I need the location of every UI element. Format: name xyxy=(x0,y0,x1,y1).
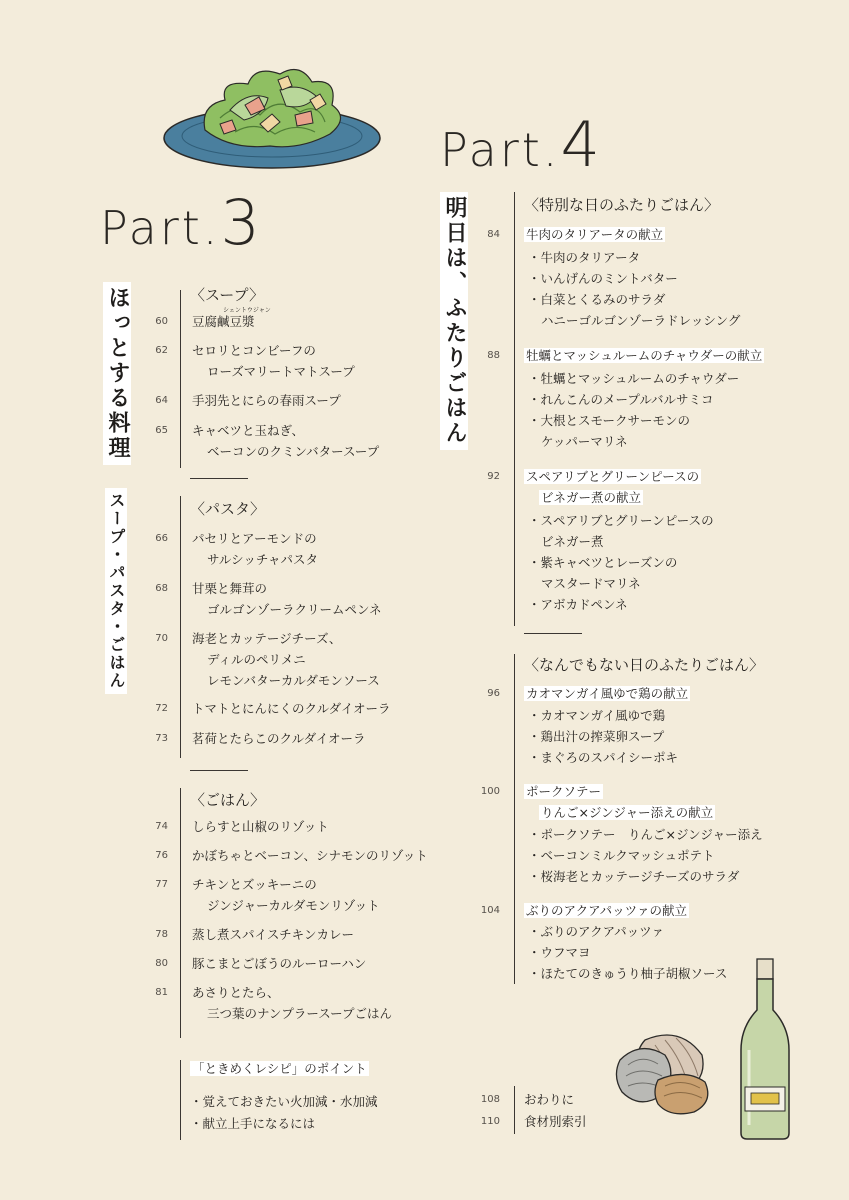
menu-title-text: 牡蠣とマッシュルームのチャウダーの献立 xyxy=(526,348,763,363)
part3-soup-rule xyxy=(180,290,181,468)
toc-entry[interactable] xyxy=(192,578,382,620)
part4-divider xyxy=(524,633,582,634)
dish-item[interactable]: ・ウフマヨ xyxy=(528,945,591,960)
menu-title[interactable] xyxy=(524,224,665,245)
toc-entry[interactable]: 豆腐鹹豆漿 xyxy=(192,314,255,329)
page-number: 73 xyxy=(155,733,168,744)
dish-item[interactable]: ・カオマンガイ風ゆで鶏 xyxy=(528,708,666,723)
page-number: 81 xyxy=(155,987,168,998)
part4-title: 明日は、ふたりごはん xyxy=(440,192,468,450)
page-number: 84 xyxy=(487,229,500,240)
toc-entry[interactable]: かぼちゃとベーコン、シナモンのリゾット xyxy=(192,848,428,863)
page-number: 96 xyxy=(487,688,500,699)
dish-item[interactable]: ・いんげんのミントバター xyxy=(528,271,678,286)
entry-line: あさりとたら、 xyxy=(192,985,280,1000)
part3-label: Part. xyxy=(100,201,221,255)
page-number: 92 xyxy=(487,471,500,482)
salad-plate-illustration xyxy=(160,60,385,170)
page-number: 88 xyxy=(487,350,500,361)
point-item[interactable]: ・覚えておきたい火加減・水加減 xyxy=(190,1094,378,1109)
page-number: 74 xyxy=(155,821,168,832)
part4-special-rule xyxy=(514,192,515,626)
dish-item[interactable]: ・アボカドペンネ xyxy=(528,597,628,612)
toc-entry[interactable]: トマトとにんにくのクルダイオーラ xyxy=(192,701,391,716)
dish-item[interactable]: ・まぐろのスパイシーポキ xyxy=(528,750,679,765)
entry-line: レモンバターカルダモンソース xyxy=(207,673,380,688)
part4-number: 4 xyxy=(560,108,603,181)
dish-item[interactable]: ・ポークソテー りんご×ジンジャー添え xyxy=(528,827,763,842)
part3-subtitle: スープ・パスタ・ごはん xyxy=(105,488,127,694)
menu-title[interactable] xyxy=(524,781,715,823)
dish-item[interactable]: ・牡蠣とマッシュルームのチャウダー xyxy=(528,371,740,386)
pasta-heading: 〈パスタ〉 xyxy=(190,500,266,518)
entry-line: サルシッチャパスタ xyxy=(207,552,318,567)
page-number: 72 xyxy=(155,703,168,714)
menu-title-text: カオマンガイ風ゆで鶏の献立 xyxy=(526,686,689,701)
menu-title-line xyxy=(524,487,701,508)
entry-line: 三つ葉のナンプラースープごはん xyxy=(207,1006,393,1021)
menu-title-line xyxy=(524,802,715,823)
dish-item[interactable]: ・ベーコンミルクマッシュポテト xyxy=(528,848,715,863)
wine-bottle-illustration xyxy=(735,955,795,1145)
page-number: 76 xyxy=(155,850,168,861)
entry-line: ローズマリートマトスープ xyxy=(207,364,355,379)
menu-title-line xyxy=(524,781,715,802)
part4-closing-rule xyxy=(514,1086,515,1134)
page-number: 80 xyxy=(155,958,168,969)
dish-item[interactable]: ・大根とスモークサーモンの xyxy=(528,413,691,428)
entry-line: キャベツと玉ねぎ、 xyxy=(192,423,305,438)
entry-line: パセリとアーモンドの xyxy=(192,531,317,546)
dish-item[interactable]: ・白菜とくるみのサラダ xyxy=(528,292,666,307)
toc-entry[interactable] xyxy=(192,982,392,1024)
dish-item-cont: ハニーゴルゴンゾーラドレッシング xyxy=(541,313,741,328)
toc-entry[interactable] xyxy=(192,628,380,691)
menu-title[interactable] xyxy=(524,683,690,704)
entry-line: セロリとコンビーフの xyxy=(192,343,316,358)
part4-heading xyxy=(440,108,603,181)
dish-item[interactable]: ・鶏出汁の搾菜卵スープ xyxy=(528,729,665,744)
toc-entry-index[interactable]: 食材別索引 xyxy=(524,1114,587,1129)
dish-item-cont: ビネガー煮 xyxy=(541,534,604,549)
page-number: 64 xyxy=(155,395,168,406)
menu-title[interactable] xyxy=(524,466,701,508)
menu-title-text: りんご×ジンジャー添えの献立 xyxy=(541,805,714,820)
page-number: 65 xyxy=(155,425,168,436)
part3-points-rule xyxy=(180,1060,181,1140)
dish-item[interactable]: ・ほたてのきゅうり柚子胡椒ソース xyxy=(528,966,728,981)
menu-title-text: スペアリブとグリーンピースの xyxy=(526,469,700,484)
part3-number: 3 xyxy=(220,186,263,259)
points-heading xyxy=(190,1058,369,1079)
dish-item[interactable]: ・スペアリブとグリーンピースの xyxy=(528,513,714,528)
dish-item-cont: ケッパーマリネ xyxy=(541,434,628,449)
toc-entry[interactable]: しらすと山椒のリゾット xyxy=(192,819,329,834)
entry-line: チキンとズッキーニの xyxy=(192,877,317,892)
rice-heading: 〈ごはん〉 xyxy=(190,791,266,809)
menu-title-line xyxy=(524,466,701,487)
page-number: 77 xyxy=(155,879,168,890)
menu-title[interactable] xyxy=(524,900,689,921)
page-number: 62 xyxy=(155,345,168,356)
menu-title[interactable] xyxy=(524,345,764,366)
entry-line: ディルのペリメニ xyxy=(207,652,306,667)
menu-title-text: 牛肉のタリアータの献立 xyxy=(526,227,664,242)
special-heading: 〈特別な日のふたりごはん〉 xyxy=(524,196,720,214)
dish-item-cont: マスタードマリネ xyxy=(541,576,641,591)
part4-label: Part. xyxy=(440,123,561,177)
toc-entry[interactable] xyxy=(192,340,355,382)
ordinary-heading: 〈なんでもない日のふたりごはん〉 xyxy=(524,656,765,674)
page-number: 78 xyxy=(155,929,168,940)
entry-line: ベーコンのクミンバタースープ xyxy=(207,444,380,459)
part3-divider-1 xyxy=(190,478,248,479)
entry-line: ゴルゴンゾーラクリームペンネ xyxy=(207,602,382,617)
point-item[interactable]: ・献立上手になるには xyxy=(190,1116,316,1131)
dish-item[interactable]: ・牛肉のタリアータ xyxy=(528,250,641,265)
part3-rice-rule xyxy=(180,788,181,1038)
dish-item[interactable]: ・れんこんのメープルバルサミコ xyxy=(528,392,714,407)
toc-entry[interactable] xyxy=(192,528,318,570)
menu-title-text: ビネガー煮の献立 xyxy=(541,490,642,505)
menu-title-text: ポークソテー xyxy=(526,784,602,799)
part3-divider-2 xyxy=(190,770,248,771)
entry-line: ジンジャーカルダモンリゾット xyxy=(207,898,380,913)
points-heading-text: 「ときめくレシピ」のポイント xyxy=(192,1061,367,1076)
page-number: 66 xyxy=(155,533,168,544)
ruby-reading: シェントウジャン xyxy=(223,307,271,314)
part3-pasta-rule xyxy=(180,496,181,758)
dish-item[interactable]: ・桜海老とカッテージチーズのサラダ xyxy=(528,869,740,884)
page-number: 60 xyxy=(155,316,168,327)
entry-line: 海老とカッテージチーズ、 xyxy=(192,631,342,646)
part3-title: ほっとする料理 xyxy=(103,282,131,465)
clam-shells-illustration xyxy=(610,1020,720,1120)
toc-entry[interactable]: 手羽先とにらの春雨スープ xyxy=(192,393,341,408)
toc-entry[interactable]: 豚こまとごぼうのルーローハン xyxy=(192,956,367,971)
soup-heading: 〈スープ〉 xyxy=(190,286,264,304)
part3-heading xyxy=(100,186,263,259)
toc-entry[interactable] xyxy=(192,874,380,916)
toc-entry[interactable] xyxy=(192,420,379,462)
toc-entry[interactable]: 蒸し煮スパイスチキンカレー xyxy=(192,927,355,942)
part4-ordinary-rule xyxy=(514,654,515,984)
page-number: 110 xyxy=(480,1116,500,1127)
entry-line: 甘栗と舞茸の xyxy=(192,581,268,596)
page-number: 100 xyxy=(480,786,500,797)
page-number: 104 xyxy=(480,905,500,916)
page-number: 108 xyxy=(480,1094,500,1105)
dish-item[interactable]: ・ぶりのアクアパッツァ xyxy=(528,924,665,939)
page-number: 70 xyxy=(155,633,168,644)
page-number: 68 xyxy=(155,583,168,594)
menu-title-text: ぶりのアクアパッツァの献立 xyxy=(526,903,688,918)
toc-entry[interactable]: 茗荷とたらこのクルダイオーラ xyxy=(192,731,366,746)
dish-item[interactable]: ・紫キャベツとレーズンの xyxy=(528,555,678,570)
toc-entry-afterword[interactable]: おわりに xyxy=(524,1092,575,1107)
